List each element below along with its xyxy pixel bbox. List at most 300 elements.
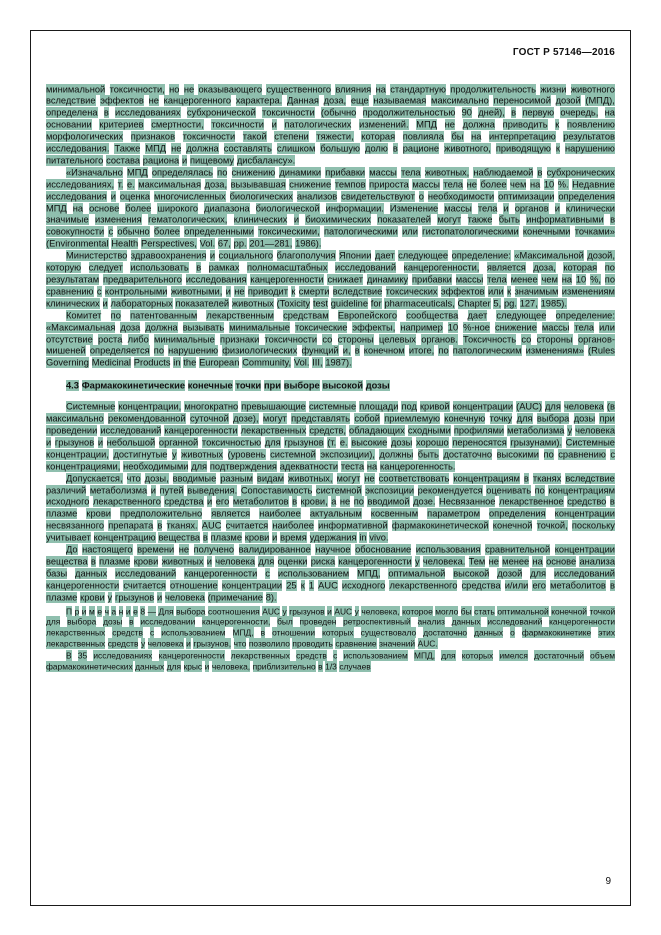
highlighted-text: изменений. [359,119,409,130]
highlighted-text: точкой [589,606,615,617]
highlighted-text: лекарственных [240,425,307,436]
highlighted-text: основе [546,556,577,567]
highlighted-text: риска [310,556,336,567]
highlighted-text: максимальная [138,179,201,190]
highlighted-text: канцерогенности [158,650,225,661]
highlighted-text: кривой [419,401,450,412]
highlighted-text: 8). [265,592,277,603]
highlighted-text: например [400,322,443,333]
highlighted-text: животного, [444,143,491,154]
highlighted-text: в [537,167,543,178]
highlighted-text: поскольку [571,520,615,531]
highlighted-text: с [108,226,114,237]
highlighted-text: у [414,556,420,567]
highlighted-text: данных [451,616,481,627]
highlighted-text: лекарственное [498,496,564,507]
highlighted-text: по [604,274,615,285]
highlighted-text: его [215,496,230,507]
highlighted-text: снижение [289,179,332,190]
highlighted-text: дает [467,310,488,321]
highlighted-text: дисбалансу». [236,155,296,166]
highlighted-text: для [516,413,533,424]
highlighted-text: «Максимальная [46,322,116,333]
highlighted-text: человека. [422,556,466,567]
highlighted-text: дозе. [413,496,436,507]
paragraph [46,473,615,544]
highlighted-text: лабораторных [110,298,173,309]
highlighted-text: с [333,650,338,661]
highlighted-text: долю [365,143,388,154]
highlighted-text: видам [256,473,285,484]
highlighted-text: характера. [235,95,283,106]
highlighted-text: биохимических [305,214,371,225]
highlighted-text: объем [590,650,615,661]
highlighted-text: что [126,473,141,484]
highlighted-text: концентрациям [548,485,615,495]
highlighted-text: животных [231,298,274,309]
highlighted-text: для [264,437,281,448]
highlighted-text: 8 [140,606,146,617]
highlighted-text: AUC [318,580,338,591]
highlighted-text: в [260,627,266,638]
highlighted-text: приблизительно [252,661,316,672]
highlighted-text: по [534,485,545,495]
highlighted-text: человека, [211,661,251,672]
highlighted-text: которых [461,650,494,661]
highlighted-text: не [234,286,245,297]
highlighted-text: научное [315,544,351,555]
highlighted-text: с [149,627,155,638]
highlighted-text: исходного [341,580,386,591]
highlighted-text: концентрациям [453,473,520,484]
highlighted-text: интерпретацию [488,131,556,142]
highlighted-text: грызунов, [193,638,232,649]
highlighted-text: снижение [495,322,537,333]
highlighted-text: вещества [158,532,201,543]
highlighted-text: которых [322,627,354,638]
highlighted-text: определение: [555,310,615,321]
highlighted-text: на [471,131,482,142]
highlighted-text: бы [460,606,472,617]
highlighted-text: по [217,167,228,178]
highlighted-text: использованием [161,627,226,638]
highlighted-text: совокупности [46,226,105,237]
highlighted-text: токсичности, [109,84,165,94]
highlighted-text: тела [443,179,464,190]
highlighted-text: использования [415,544,481,555]
highlighted-text: В [66,650,72,661]
highlighted-text: (т. [327,437,337,448]
highlighted-text: дней), [478,107,505,118]
highlighted-text: приемлемую [384,413,440,424]
highlighted-text: использовать [130,262,189,273]
highlighted-text: критериев [99,119,144,130]
highlighted-text: представлять [291,413,350,424]
highlighted-text: в [354,345,360,356]
highlighted-text: которую [46,262,82,273]
highlighted-text: или [487,286,504,297]
highlighted-text: канцерогенности, [202,616,271,627]
highlighted-text: доза, [533,262,556,273]
highlighted-text: патологическим [452,345,522,356]
highlighted-text: а [331,496,337,507]
highlighted-text: вводимой [367,496,410,507]
highlighted-text: канцерогенности [250,274,324,285]
highlighted-text: guideline [330,298,368,309]
highlighted-text: и [97,437,104,448]
highlighted-text: лекарственным [206,310,274,321]
highlighted-text: сообщества [406,310,459,321]
paragraph [46,402,615,473]
highlighted-text: системной [315,485,362,495]
highlighted-text: либо [127,334,149,345]
highlighted-text: токсичности [264,334,318,345]
highlighted-text: переносимой [493,95,551,106]
highlighted-text: пищевому [189,155,235,166]
highlighted-text: AUC [334,606,353,617]
highlighted-text: концентрации [554,544,615,555]
highlighted-text: базы [46,568,68,579]
highlighted-text: необходимости [427,191,495,202]
highlighted-text: случаев [339,661,371,672]
highlighted-text: прибавки [412,274,452,285]
highlighted-text: концентрации, [46,449,109,460]
highlighted-text: максимально [431,95,489,106]
highlighted-text: 10 [447,322,459,333]
highlighted-text: фармакокинетических [46,661,133,672]
highlighted-text: следующее [398,250,449,261]
highlighted-text: площади [359,401,399,412]
highlighted-text: продолжительность [450,84,537,94]
highlighted-text: человека [215,556,256,567]
highlighted-text: на [72,203,84,214]
highlighted-text: такой [242,131,267,142]
highlighted-text: Европейского [337,310,398,321]
highlighted-text: AUC [262,606,280,617]
highlighted-text: и [81,606,87,617]
highlighted-text: клинических [46,298,100,309]
highlighted-text: МПД, [413,650,435,661]
highlighted-text: in [173,357,181,368]
highlighted-text: очередь, [560,107,599,118]
highlighted-text: и [186,638,191,649]
highlighted-text: которая [361,131,396,142]
highlighted-text: не [466,179,477,190]
highlighted-text: (примечание [207,592,263,603]
highlighted-text: обладающих [349,425,405,436]
highlighted-text: повлияла [402,131,444,142]
highlighted-text: у [171,449,177,460]
highlighted-text: исследований [487,616,543,627]
highlighted-text: превышающие [241,401,306,412]
highlighted-text: для [46,616,61,627]
highlighted-text: в [157,520,163,531]
highlighted-text: могут [262,413,287,424]
highlighted-text: канцерогенного [163,95,232,106]
highlighted-text: тканях. [166,520,198,531]
highlighted-text: многократно [184,401,239,412]
highlighted-text: прироста [369,179,409,190]
highlighted-text: собой [354,413,380,424]
highlighted-text: динамики [279,167,322,178]
highlighted-text: менее [510,274,538,285]
highlighted-text: о [510,627,515,638]
highlighted-text: дозе), [233,413,259,424]
highlighted-text: точкой, [536,520,568,531]
highlighted-text: снижает [327,274,363,285]
highlighted-text: дает [374,250,395,261]
highlighted-text: на [561,274,573,285]
highlighted-text: сравнению [558,449,606,460]
highlighted-text: грызунов [284,437,324,448]
highlighted-text: значений [379,638,416,649]
highlighted-text: не [364,473,375,484]
highlighted-text: благополучия [276,250,336,261]
highlighted-text: существовало [360,627,417,638]
highlighted-text: вводимые [172,473,217,484]
highlighted-text: является [486,262,526,273]
highlighted-text: несвязанного [46,520,105,531]
highlighted-text: 67, [217,238,231,249]
highlighted-text: метаболизма [89,485,148,495]
highlighted-text: гематологических, [148,214,228,225]
highlighted-text: человека [165,592,205,603]
highlighted-text: к [555,119,560,130]
highlighted-text: препарата [108,520,154,531]
highlighted-text: степени [274,131,309,142]
highlighted-text: функций [301,345,339,356]
highlighted-text: бы [451,131,464,142]
highlighted-text: тканях [532,473,562,484]
highlighted-text: и [327,606,332,617]
highlighted-text: III, [312,357,323,368]
highlighted-text: массы [444,203,472,214]
highlighted-text: для [258,556,275,567]
highlighted-text: выбора [536,413,570,424]
highlighted-text: (уровень [227,449,266,460]
highlighted-text: %-ное [463,322,490,333]
highlighted-text: и [102,298,108,309]
highlighted-text: к [300,580,305,591]
highlighted-text: обоснование [355,544,412,555]
highlighted-text: крови [86,508,111,519]
highlighted-text: средств [296,650,327,661]
highlighted-text: Данная [286,95,319,106]
highlighted-text: выборе [283,380,320,391]
highlighted-text: у [567,425,573,436]
highlighted-text: животных [161,556,204,567]
highlighted-text: концентрации [221,580,283,591]
highlighted-text: на [366,461,378,472]
highlighted-text: (AUC) [516,401,542,412]
highlighted-text: определения [558,191,615,202]
highlighted-text: крыс [183,661,203,672]
highlighted-text: информативными [526,214,604,225]
highlighted-text: получено [193,544,235,555]
highlighted-text: доза [120,322,141,333]
highlighted-text: признаков [130,131,176,142]
highlighted-text: или [599,322,615,333]
highlighted-text: основе [89,203,120,214]
highlighted-text: вещества [46,556,88,567]
highlighted-text: МПД, [357,568,381,579]
highlighted-text: считается [225,520,269,531]
highlighted-text: влияния [335,84,372,94]
highlighted-text: определение: [451,250,511,261]
highlighted-text: в [392,143,398,154]
highlighted-text: 4.3 [66,380,79,391]
highlighted-text: смерти [298,286,330,297]
highlighted-text: человека [575,425,615,436]
highlighted-text: биологической [255,203,320,214]
highlighted-text: исследования. [46,143,110,154]
highlighted-text: не [183,84,195,94]
highlighted-text: информации. [325,203,384,214]
highlighted-text: информативной [318,520,388,531]
highlighted-text: Governing [46,357,89,368]
highlighted-text: к [555,143,560,154]
highlighted-text: наблюдаемой [473,167,534,178]
highlighted-text: П [66,606,73,617]
highlighted-text: к [291,286,296,297]
highlighted-text: профилями [453,425,505,436]
highlighted-text: pharmaceuticals, [384,298,455,309]
highlighted-text: (Environmental [46,238,109,249]
highlighted-text: нарушению [564,143,615,154]
highlighted-text: патологических [284,119,352,130]
highlighted-text: в [292,496,298,507]
highlighted-text: средств [107,638,139,649]
highlighted-text: (обычно [320,107,357,118]
highlighted-text: конечном [363,345,405,356]
highlighted-text: результатов [563,131,615,142]
highlighted-text: оценивать [486,485,532,495]
highlighted-text: различий [46,485,87,495]
highlighted-text: чем [510,179,527,190]
highlighted-text: но [169,84,180,94]
highlighted-text: смертности, [151,119,204,130]
highlighted-text: (МПД), [585,95,615,106]
highlighted-text: 35 [77,650,88,661]
highlighted-text: исследования [46,191,107,202]
highlighted-text: метаболитов [232,496,289,507]
highlighted-text: параметром [427,508,480,519]
highlighted-text: актуальным [309,508,362,519]
highlighted-text: человека [147,638,184,649]
highlighted-text: с [610,449,615,460]
highlighted-text: в [609,580,615,591]
document-page-frame [30,30,631,906]
note-paragraph [46,651,615,672]
highlighted-text: и [209,250,216,261]
highlighted-text: нарушению [168,345,219,356]
highlighted-text: исследований [115,568,177,579]
paragraph [46,545,615,605]
highlighted-text: исследований [100,425,162,436]
highlighted-text: European [199,357,240,368]
highlighted-text: в [196,262,202,273]
highlighted-text: До [66,544,78,555]
paragraph [46,251,615,311]
highlighted-text: считается [123,580,166,591]
highlighted-text: дозой [555,95,581,106]
highlighted-text: отношении [272,627,316,638]
section-heading [46,381,615,393]
highlighted-text: составлять [223,143,272,154]
highlighted-text: свидетельствуют [341,191,415,202]
highlighted-text: достигнутые [113,449,168,460]
highlighted-text: настоящего [82,544,133,555]
highlighted-text: стандартную [390,84,446,94]
highlighted-text: AUC [201,520,222,531]
highlighted-text: фармакокинетической [391,520,489,531]
highlighted-text: дозой, [587,250,615,261]
highlighted-text: значимые [46,214,89,225]
note-paragraph [46,606,615,649]
highlighted-text: Chapter [457,298,491,309]
highlighted-text: что [233,638,247,649]
highlighted-text: е [133,606,138,617]
highlighted-text: наиболее [259,508,301,519]
highlighted-text: результатам [46,274,100,285]
highlighted-text: конечные [187,380,233,391]
highlighted-text: не [148,95,159,106]
highlighted-text: МПД [126,167,148,178]
highlighted-text: стороны [337,334,374,345]
highlighted-text: плазме [46,508,78,519]
highlighted-text: органной [158,437,199,448]
highlighted-text: определяется [89,345,150,356]
highlighted-text: отсутствие [46,334,93,345]
highlighted-text: вследствие [46,95,96,106]
highlighted-text: признаки [220,334,260,345]
highlighted-text: pp. [233,238,247,249]
highlighted-text: концентрации [554,508,615,519]
highlighted-text: позволило [248,638,290,649]
highlighted-text: концентрации [452,401,514,412]
highlighted-text: ч [104,606,109,617]
highlighted-text: Комитет [66,310,102,321]
highlighted-text: показателей [175,298,230,309]
highlighted-text: массы [455,274,484,285]
highlighted-text: 1 [308,580,315,591]
highlighted-text: МПД [416,119,437,130]
highlighted-text: средства [164,496,204,507]
highlighted-text: по [153,345,165,356]
highlighted-text: еще [350,95,369,106]
highlighted-text: МПД [46,203,67,214]
highlighted-text: гистопатологическими [422,226,519,237]
highlighted-text: предположительно [120,508,203,519]
highlighted-text: Medicinal [91,357,131,368]
highlighted-text: соответствовать [378,473,450,484]
highlighted-text: Министерство [66,250,128,261]
highlighted-text: для [441,650,456,661]
highlighted-text: — [147,606,156,617]
highlighted-text: ретроспективный [343,616,411,627]
highlighted-text: и [204,661,210,672]
highlighted-text: переносятся [452,437,507,448]
highlighted-text: массы [369,167,397,178]
highlighted-text: Также [114,143,141,154]
highlighted-text: патологическими [323,226,398,237]
highlighted-text: диапазона [204,203,250,214]
highlighted-text: органов. [421,334,458,345]
highlighted-text: 10 [543,179,555,190]
highlighted-text: в [318,661,323,672]
highlighted-text: е. [126,179,135,190]
highlighted-text: the [183,357,197,368]
